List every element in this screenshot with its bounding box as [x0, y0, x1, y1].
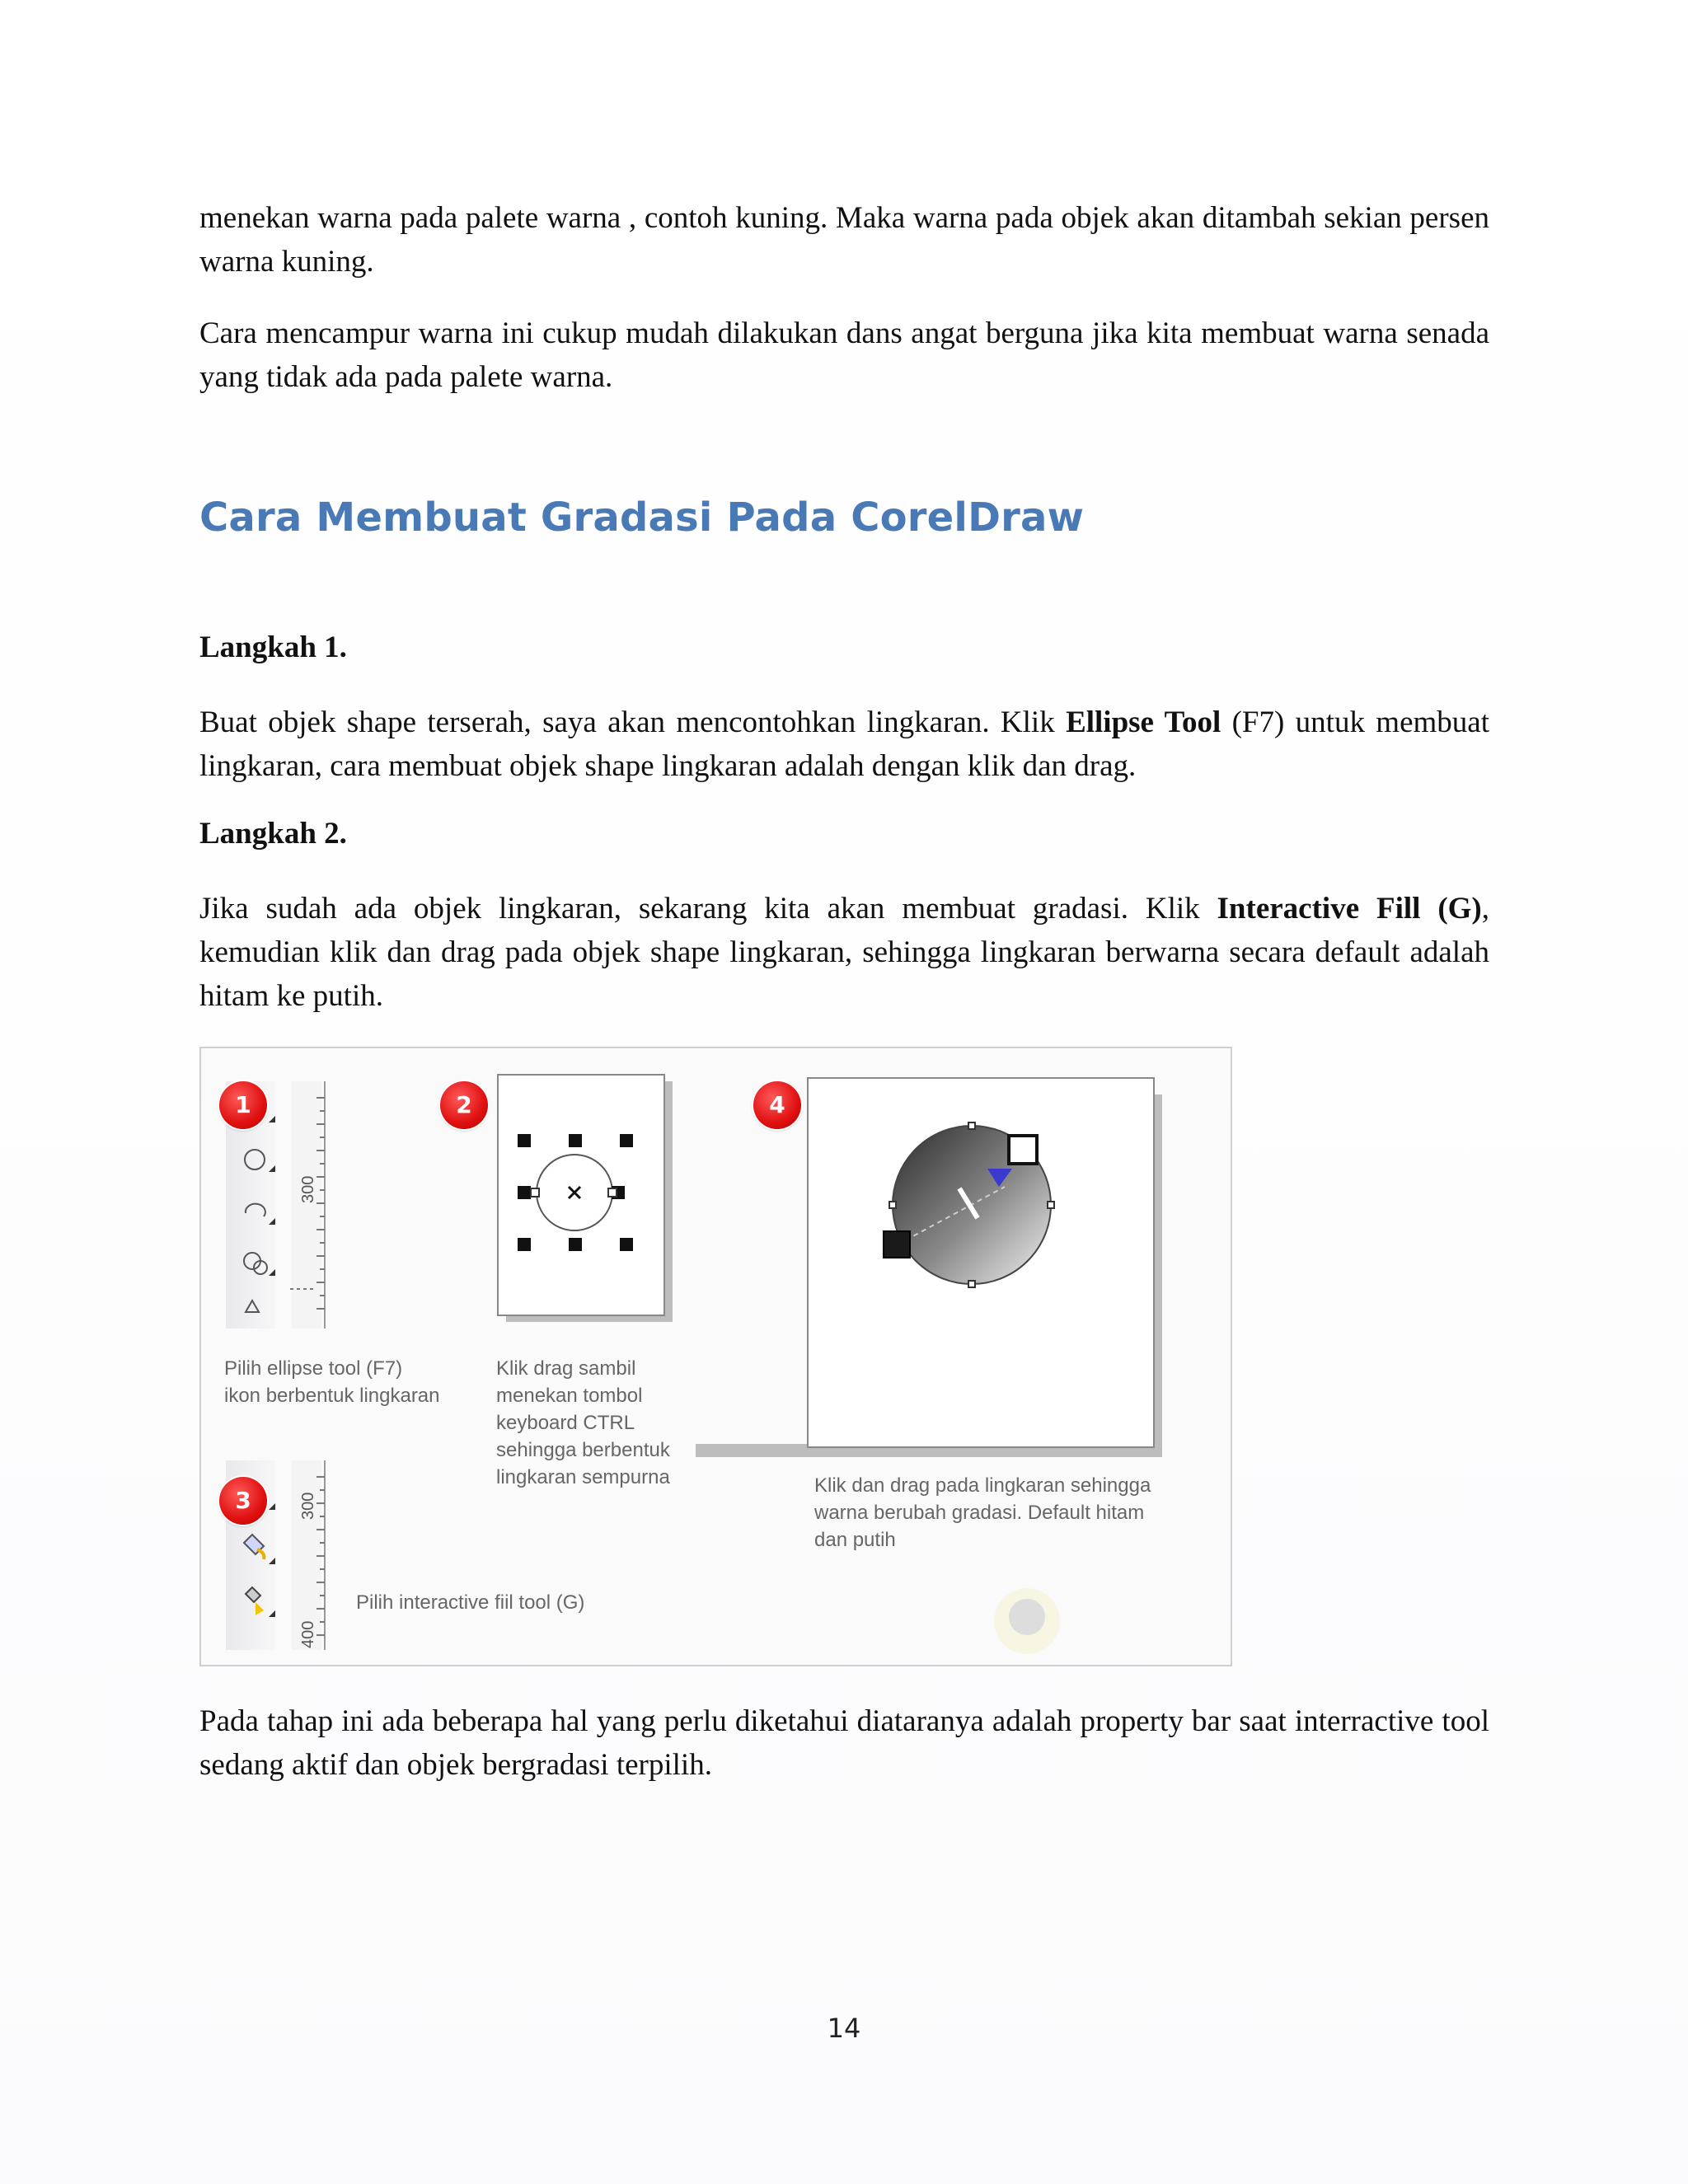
step-1-paragraph: [199, 701, 1489, 788]
caption-1-line-2: ikon berbentuk lingkaran: [224, 1385, 440, 1407]
caption-4-line-2: warna berubah gradasi. Default hitam: [814, 1502, 1145, 1524]
gradient-start-handle: [884, 1231, 910, 1258]
watermark-logo: [994, 1588, 1060, 1654]
caption-4: [814, 1472, 1151, 1554]
caption-2-line-3: keyboard CTRL: [496, 1412, 635, 1434]
intro-paragraph-1: menekan warna pada palete warna , contoh kuning. Maka warna pada objek akan ditambah sekian persen warna kuning.: [199, 201, 1489, 279]
caption-2-line-5: lingkaran sempurna: [496, 1466, 670, 1488]
caption-4-line-3: dan putih: [814, 1529, 896, 1551]
step-badge-1: 1: [219, 1081, 267, 1129]
step-1-text-after: (F7) untuk membuat lingkaran, cara membuat objek shape lingkaran adalah dengan klik dan drag.: [199, 705, 1489, 783]
caption-2-line-4: sehingga berbentuk: [496, 1439, 670, 1461]
caption-1: [224, 1355, 440, 1409]
step-2-bold: Interactive Fill (G): [1217, 892, 1482, 926]
section-title: Cara Membuat Gradasi Pada CorelDraw: [199, 494, 1085, 541]
step-2-heading: Langkah 2.: [199, 817, 347, 851]
closing-paragraph: Pada tahap ini ada beberapa hal yang perlu diketahui diataranya adalah property bar saat interractive tool sedang aktif dan objek bergradasi terpilih.: [199, 1704, 1489, 1782]
ruler-label-300-top: 300: [299, 1175, 317, 1203]
step-badge-2: 2: [440, 1081, 488, 1129]
step-badge-3: 3: [219, 1477, 267, 1525]
caption-2-line-2: menekan tombol: [496, 1385, 643, 1407]
caption-4-line-1: Klik dan drag pada lingkaran sehingga: [814, 1474, 1151, 1497]
ruler-label-300-side: 300: [299, 1492, 317, 1520]
step-1-bold: Ellipse Tool: [1066, 705, 1221, 739]
step-1-heading: Langkah 1.: [199, 630, 347, 664]
intro-paragraph-2: Cara mencampur warna ini cukup mudah dilakukan dans angat berguna jika kita membuat warna senada yang tidak ada pada palete warna.: [199, 316, 1489, 394]
ruler-label-400: 400: [299, 1620, 317, 1648]
page-number: 14: [827, 2013, 861, 2044]
caption-1-line-1: Pilih ellipse tool (F7): [224, 1357, 403, 1380]
caption-2-line-1: Klik drag sambil: [496, 1357, 636, 1380]
caption-2: [496, 1355, 670, 1491]
step-1-text-before: Buat objek shape terserah, saya akan mencontohkan lingkaran. Klik: [199, 705, 1067, 739]
step-2-text-after: , kemudian klik dan drag pada objek shape lingkaran, sehingga lingkaran berwarna secara default adalah hitam ke putih.: [199, 892, 1489, 1013]
tutorial-figure: [199, 1047, 1232, 1666]
step-2-text-before: Jika sudah ada objek lingkaran, sekarang kita akan membuat gradasi. Klik: [199, 892, 1217, 926]
step-2-paragraph: [199, 887, 1489, 1018]
gradient-end-handle: [1009, 1136, 1037, 1164]
step-badge-4: 4: [753, 1081, 801, 1129]
caption-3: Pilih interactive fiil tool (G): [356, 1591, 585, 1614]
page-panel-4-sheet: [808, 1078, 1162, 1654]
page-panel-2: [498, 1075, 673, 1322]
